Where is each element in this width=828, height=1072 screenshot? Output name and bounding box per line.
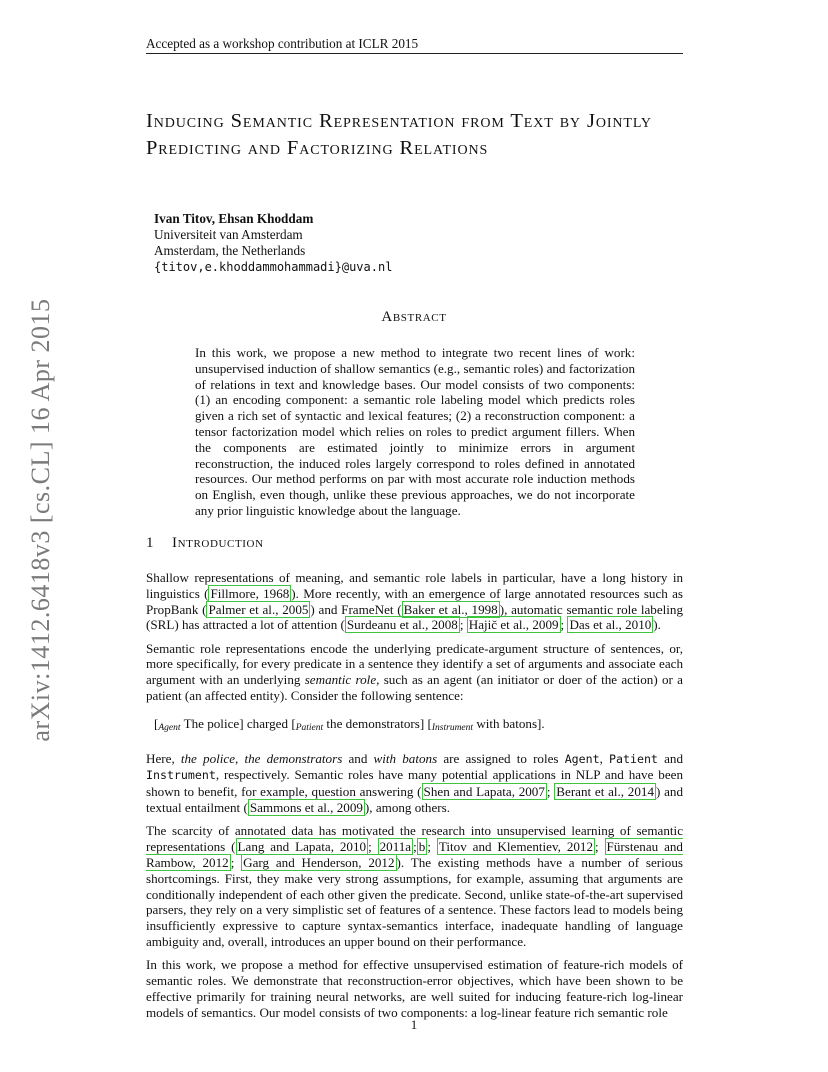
- paper-title: Inducing Semantic Representation from Text by Jointly Predicting and Factorizing Relations: [146, 110, 652, 159]
- citation-link[interactable]: Fillmore, 1968: [210, 585, 290, 601]
- citation-link[interactable]: Palmer et al., 2005: [208, 601, 309, 617]
- paragraph-2: [146, 641, 683, 704]
- text-run: ). The existing methods have a number of serious shortcomings. First, they make very strong assumptions, for example, assuming that arguments are conditionally independent of each other given the predicate. Second, unlike state-of-the-art supervised parsers, they rely on a very simplistic set of features of a sentence. These factors lead to models being insufficiently expressive to capture syntax-semantics interface, inadequate handling of language ambiguity and, overall, introduces an upper bound on their performance.: [146, 854, 683, 949]
- citation-link[interactable]: Baker et al., 1998: [403, 601, 498, 617]
- author-location: Amsterdam, the Netherlands: [154, 243, 306, 258]
- text-run: Here,: [146, 750, 181, 766]
- citation-link[interactable]: Titov and Klementiev, 2012: [438, 839, 594, 855]
- text-run: Semantic role representations encode the underlying predicate-argument structure of sentences, or, more specifically, for every predicate in a sentence they identify a set of arguments and associate each argument with an underlying: [146, 640, 683, 688]
- author-affiliation: Universiteit van Amsterdam: [154, 227, 303, 242]
- text-run: and: [342, 750, 374, 766]
- role-name: Patient: [609, 751, 658, 766]
- paragraph-5: In this work, we propose a method for effective unsupervised estimation of feature-rich models of semantic roles. We demonstrate that reconstruction-error objectives, which have been shown to be effective primarily for training neural networks, are well suited for inducing feature-rich log-linear models of semantics. Our model consists of two components: a log-linear feature rich semantic role: [146, 957, 683, 1020]
- text-run: ;: [560, 617, 568, 633]
- text-run: ,: [599, 750, 610, 766]
- citation-link[interactable]: Lang and Lapata, 2010: [237, 839, 367, 855]
- citation-link[interactable]: Shen and Lapata, 2007: [423, 784, 545, 800]
- citation-link[interactable]: Garg and Henderson, 2012: [243, 854, 395, 870]
- citation-link[interactable]: Hajič et al., 2009: [468, 617, 559, 633]
- abstract-heading: Abstract: [381, 309, 447, 325]
- text-run: ), among others.: [364, 800, 451, 816]
- role-subscript: Patient: [295, 722, 324, 733]
- paragraph-3: [146, 751, 683, 816]
- emphasis: with batons: [373, 750, 438, 766]
- section-heading: [146, 535, 264, 552]
- emphasis: the police: [180, 750, 236, 766]
- text-run: Shallow representations of meaning, and semantic role labels in particular, have a long history in linguistics (: [146, 570, 683, 601]
- page-number: 1: [410, 1017, 418, 1032]
- text-run: are assigned to roles: [437, 750, 565, 766]
- text-run: the demonstrators] [: [323, 715, 432, 731]
- text-run: The police] charged [: [180, 715, 296, 731]
- citation-link[interactable]: Sammons et al., 2009: [249, 800, 363, 816]
- text-run: ;: [459, 617, 467, 633]
- text-run: ) and FrameNet (: [310, 601, 402, 617]
- role-name: Instrument: [146, 768, 216, 783]
- text-run: ;: [595, 839, 605, 855]
- text-run: ;: [368, 839, 378, 855]
- text-run: ). More recently, with an emergence of large annotated resources such as PropBank (: [146, 585, 683, 617]
- text-run: with batons].: [473, 715, 545, 731]
- text-run: ,: [235, 750, 245, 766]
- emphasis: semantic role: [304, 672, 377, 688]
- role-name: Agent: [564, 751, 600, 766]
- role-subscript: Instrument: [431, 722, 474, 733]
- text-run: , respectively. Semantic roles have many potential applications in NLP and have been shown to benefit, for example, question answering (: [146, 767, 683, 800]
- arxiv-stamp: arXiv:1412.6418v3 [cs.CL] 16 Apr 2015: [26, 298, 55, 742]
- role-subscript: Agent: [158, 722, 181, 733]
- text-run: ;: [413, 839, 417, 855]
- body-text: [146, 570, 683, 1028]
- section-title: Introduction: [172, 535, 264, 551]
- paragraph-4: [146, 823, 683, 949]
- paragraph-1: [146, 570, 683, 633]
- abstract-text: In this work, we propose a new method to integrate two recent lines of work: unsupervised induction of shallow semantics (e.g., semantic roles) and factorization of relations in text and knowledge bases. Our model consists of two components: (1) an encoding component: a semantic role labeling model which predicts roles given a rich set of syntactic and lexical features; (2) a reconstruction component: a tensor factorization model which relies on roles to predict argument fillers. When the components are estimated jointly to minimize errors in argument reconstruction, the induced roles largely correspond to roles defined in annotated resources. Our method performs on par with most accurate role induction methods on English, even though, unlike these previous approaches, we do not incorporate any prior linguistic knowledge about the language.: [195, 345, 635, 518]
- citation-link[interactable]: Fürstenau and Rambow, 2012: [146, 839, 683, 870]
- text-run: , such as an agent (an initiator or doer of the action) or a patient (an affected entity). Consider the following sentence:: [146, 672, 683, 704]
- citation-link[interactable]: Berant et al., 2014: [556, 784, 654, 800]
- text-run: and: [657, 750, 683, 766]
- running-head: Accepted as a workshop contribution at ICLR 2015: [146, 36, 419, 51]
- author-email: {titov,e.khoddammohammadi}@uva.nl: [154, 260, 393, 274]
- header-rule: [146, 53, 683, 54]
- text-run: ;: [546, 784, 555, 800]
- section-number: 1: [146, 535, 155, 551]
- author-block: [154, 211, 392, 275]
- citation-link[interactable]: Das et al., 2010: [569, 617, 652, 633]
- example-sentence: [$_{Agent}$ The police] charged [$_{Patient}$ the demonstrators] [$_{Instrument}$ with batons].: [154, 715, 545, 733]
- citation-link[interactable]: 2011a: [379, 839, 412, 855]
- text-run: ).: [653, 617, 661, 633]
- text-run: ) and textual entailment (: [146, 784, 683, 816]
- text-run: ;: [230, 854, 242, 870]
- text-run: ;: [427, 839, 437, 855]
- citation-link[interactable]: b: [418, 839, 426, 855]
- text-run: ), automatic semantic role labeling (SRL) has attracted a lot of attention (: [146, 601, 684, 633]
- author-names: Ivan Titov, Ehsan Khoddam: [154, 211, 314, 226]
- text-run: The scarcity of annotated data has motivated the research into unsupervised learning of semantic representations (: [146, 823, 683, 855]
- citation-link[interactable]: Surdeanu et al., 2008: [346, 617, 458, 633]
- emphasis: the demonstrators: [244, 750, 343, 766]
